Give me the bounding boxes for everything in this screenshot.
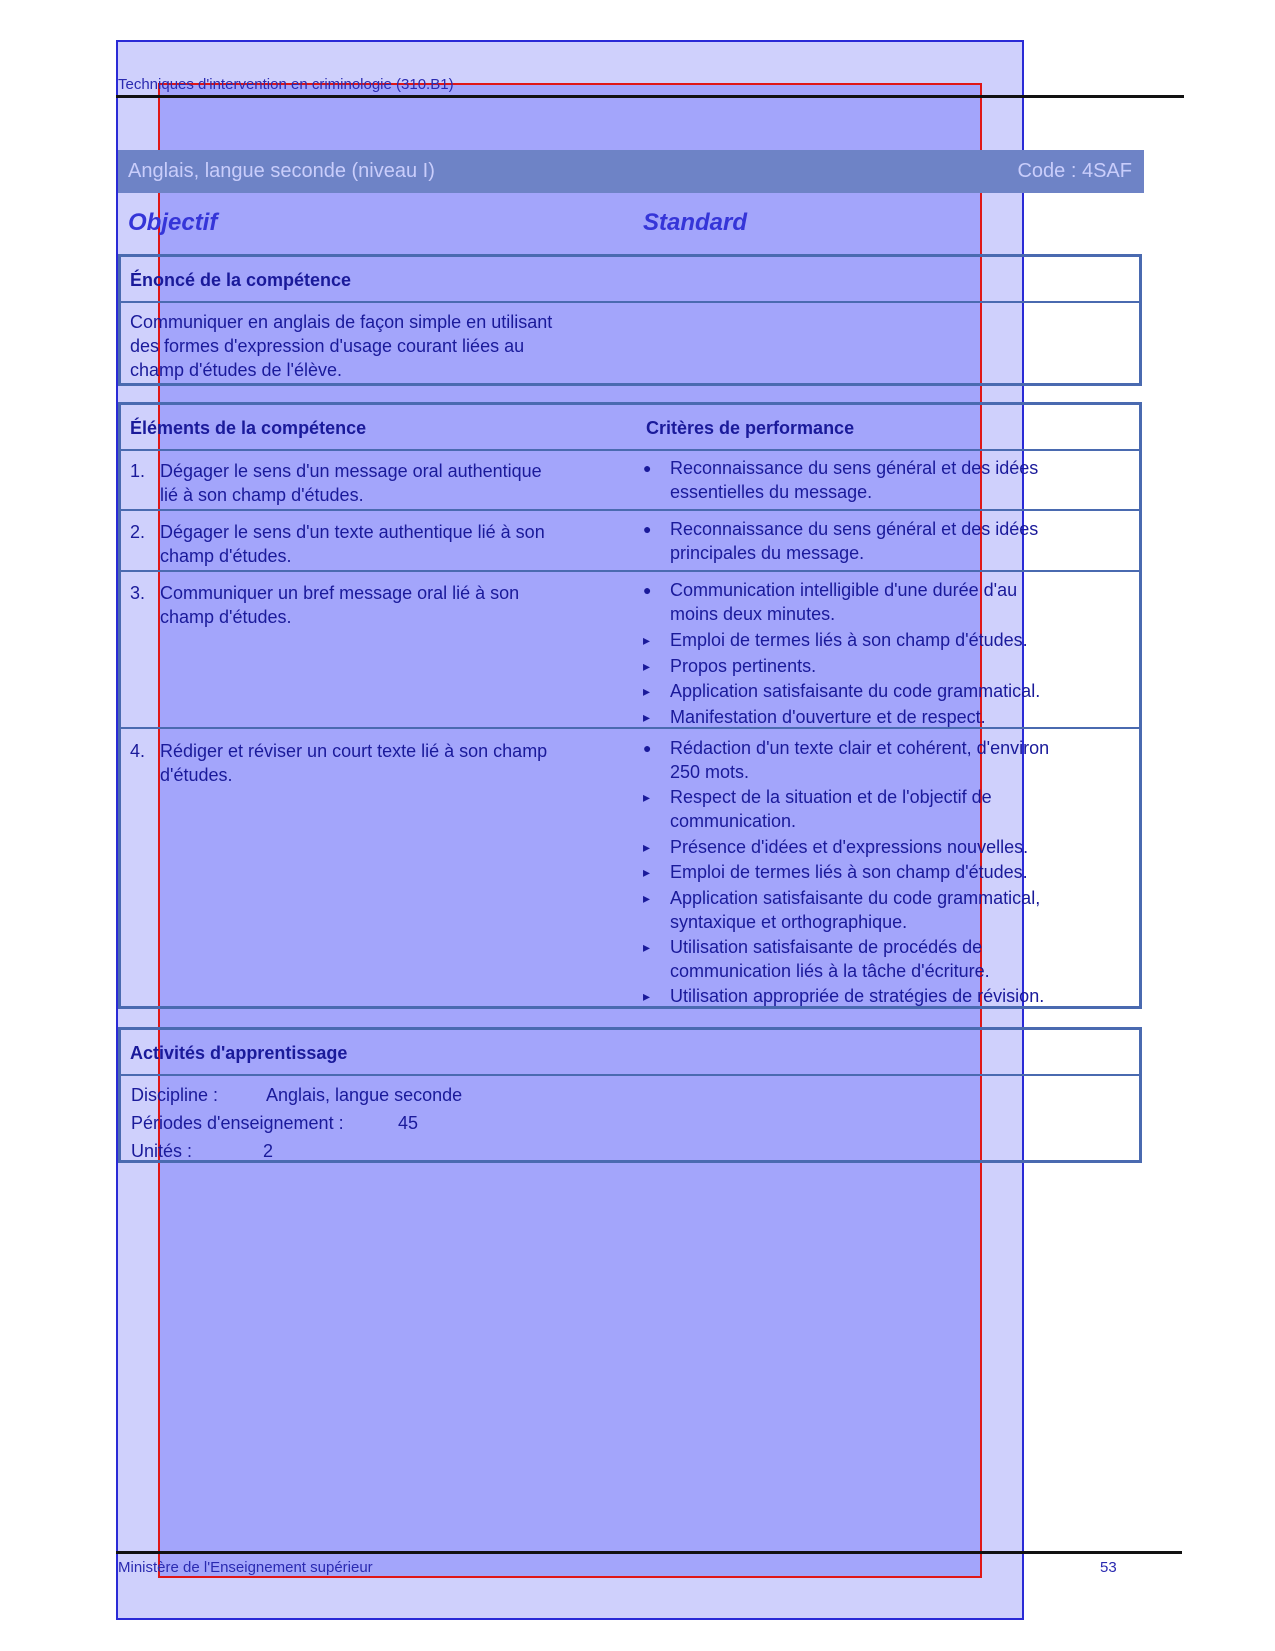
criterion-text: Présence d'idées et d'expressions nouvelles. (670, 837, 1029, 857)
activities-box (118, 1027, 1142, 1163)
divider (121, 509, 1139, 511)
bullet-icon: ▸ (643, 890, 651, 906)
element-number: 3. (130, 583, 146, 603)
header-rule (116, 95, 1184, 98)
competence-line: champ d'études de l'élève. (130, 360, 343, 380)
activity-label: Unités : (131, 1141, 193, 1161)
criterion-text: Emploi de termes liés à son champ d'études. (670, 862, 1028, 882)
competence-line: Communiquer en anglais de façon simple en utilisant (130, 312, 553, 332)
activities-title: Activités d'apprentissage (130, 1043, 348, 1063)
bullet-icon: ▸ (643, 658, 651, 674)
bullet-icon: ▸ (643, 632, 651, 648)
element-text: Communiquer un bref message oral lié à son (160, 583, 520, 603)
bullet-icon: ▸ (643, 839, 651, 855)
bullet-icon: ▸ (643, 988, 651, 1004)
criterion-text: communication. (670, 811, 797, 831)
criterion-text: principales du message. (670, 543, 865, 563)
activity-value: Anglais, langue seconde (266, 1085, 463, 1105)
activity-label: Discipline : (131, 1085, 219, 1105)
bullet-icon: ▸ (643, 709, 651, 725)
criterion-text: Communication intelligible d'une durée d'au (670, 580, 1018, 600)
criterion-text: Emploi de termes liés à son champ d'études. (670, 630, 1028, 650)
criterion-text: moins deux minutes. (670, 604, 836, 624)
criteria-title: Critères de performance (646, 418, 855, 438)
competence-title: Énoncé de la compétence (130, 270, 352, 290)
element-text: d'études. (160, 765, 233, 785)
criterion-text: Rédaction d'un texte clair et cohérent, d'environ (670, 738, 1050, 758)
criterion-text: Manifestation d'ouverture et de respect. (670, 707, 986, 727)
criterion-text: 250 mots. (670, 762, 750, 782)
criterion-text: Propos pertinents. (670, 656, 817, 676)
criterion-text: Utilisation appropriée de stratégies de révision. (670, 986, 1045, 1006)
element-text: champ d'études. (160, 546, 292, 566)
course-code: Code : 4SAF (1017, 160, 1132, 182)
bullet-icon: ▸ (643, 939, 651, 955)
criterion-text: Reconnaissance du sens général et des idées (670, 519, 1039, 539)
running-footer: Ministère de l'Enseignement supérieur (118, 1559, 373, 1576)
divider (121, 570, 1139, 572)
element-number: 4. (130, 741, 146, 761)
course-title-bar (118, 150, 1144, 193)
bullet-icon: ▸ (643, 864, 651, 880)
footer-rule (116, 1551, 1182, 1554)
objective-heading: Objectif (128, 209, 218, 236)
page-number: 53 (1100, 1559, 1117, 1576)
criterion-text: Reconnaissance du sens général et des idées (670, 458, 1039, 478)
activity-value: 45 (398, 1113, 419, 1133)
criterion-text: essentielles du message. (670, 482, 873, 502)
element-text: Rédiger et réviser un court texte lié à son champ (160, 741, 548, 761)
bullet-icon: ● (643, 460, 652, 476)
element-text: Dégager le sens d'un texte authentique lié à son (160, 522, 545, 542)
running-header: Techniques d'intervention en criminologie (310.B1) (118, 76, 454, 93)
bullet-icon: ▸ (643, 789, 651, 805)
element-text: Dégager le sens d'un message oral authentique (160, 461, 542, 481)
criterion-text: Respect de la situation et de l'objectif de (670, 787, 992, 807)
divider (121, 1074, 1139, 1076)
criterion-text: communication liés à la tâche d'écriture. (670, 961, 990, 981)
criterion-text: Application satisfaisante du code grammatical. (670, 681, 1041, 701)
standard-heading: Standard (643, 209, 748, 236)
bullet-icon: ● (643, 740, 652, 756)
activity-label: Périodes d'enseignement : (131, 1113, 344, 1133)
element-number: 1. (130, 461, 146, 481)
bullet-icon: ● (643, 582, 652, 598)
element-number: 2. (130, 522, 146, 542)
activity-value: 2 (263, 1141, 274, 1161)
competence-line: des formes d'expression d'usage courant liées au (130, 336, 525, 356)
criterion-text: Application satisfaisante du code grammatical, (670, 888, 1041, 908)
elements-title: Éléments de la compétence (130, 418, 367, 438)
bullet-icon: ▸ (643, 683, 651, 699)
criterion-text: Utilisation satisfaisante de procédés de (670, 937, 983, 957)
divider (121, 449, 1139, 451)
bullet-icon: ● (643, 521, 652, 537)
competence-box (118, 254, 1142, 386)
element-text: champ d'études. (160, 607, 292, 627)
criterion-text: syntaxique et orthographique. (670, 912, 908, 932)
element-text: lié à son champ d'études. (160, 485, 364, 505)
divider (121, 301, 1139, 303)
course-title: Anglais, langue seconde (niveau I) (128, 160, 435, 182)
